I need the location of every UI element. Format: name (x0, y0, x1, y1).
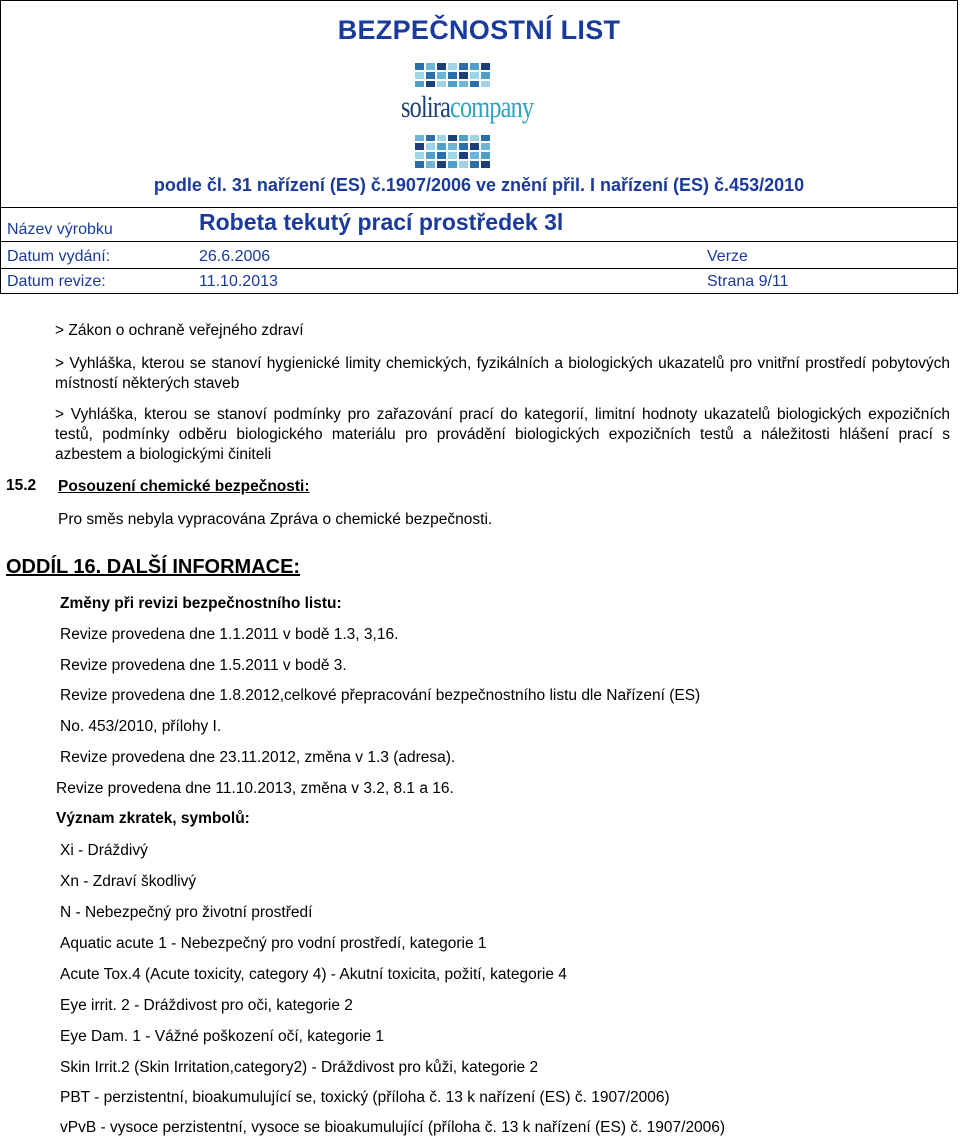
abbreviation-entry: Xn - Zdraví škodlivý (60, 873, 197, 890)
changes-heading: Změny při revizi bezpečnostního listu: (60, 595, 342, 612)
revision-entry: No. 453/2010, přílohy I. (60, 718, 222, 735)
document-title: BEZPEČNOSTNÍ LIST (337, 15, 621, 45)
product-label: Název výrobku (7, 221, 113, 238)
abbreviations-heading: Význam zkratek, symbolů: (56, 810, 250, 827)
header-divider (1, 241, 957, 242)
legislation-item: > Zákon o ochraně veřejného zdraví (55, 322, 304, 339)
abbreviation-entry: Xi - Dráždivý (60, 842, 148, 859)
revision-entry: Revize provedena dne 23.11.2012, změna v 1.3 (adresa). (60, 749, 456, 766)
abbreviation-entry: vPvB - vysoce perzistentní, vysoce se bioakumulující (příloha č. 13 k nařízení (ES) č. 1907/2006) (60, 1119, 726, 1136)
issue-date: 26.6.2006 (199, 248, 271, 265)
revision-date: 11.10.2013 (199, 273, 278, 290)
abbreviation-entry: Eye irrit. 2 - Dráždivost pro oči, kategorie 2 (60, 997, 353, 1014)
abbreviation-entry: N - Nebezpečný pro životní prostředí (60, 904, 313, 921)
header-divider (1, 268, 957, 269)
section-text: Pro směs nebyla vypracována Zpráva o chemické bezpečnosti. (58, 511, 493, 528)
version-label: Verze (707, 248, 748, 265)
abbreviation-entry: PBT - perzistentní, bioakumulující se, toxický (příloha č. 13 k nařízení (ES) č. 1907/2006) (60, 1089, 670, 1106)
revision-entry: Revize provedena dne 1.8.2012,celkové přepracování bezpečnostního listu dle Nařízení (ES) (60, 687, 701, 704)
company-logo (401, 61, 534, 181)
logo-wordmark: soliracompany (401, 89, 534, 124)
revision-entry: Revize provedena dne 1.5.2011 v bodě 3. (60, 657, 347, 674)
revision-entry: Revize provedena dne 11.10.2013, změna v 3.2, 8.1 a 16. (56, 780, 454, 797)
revision-label: Datum revize: (7, 273, 106, 290)
page-number: Strana 9/11 (707, 273, 789, 290)
product-name: Robeta tekutý prací prostředek 3l (199, 209, 564, 235)
legislation-item: > Vyhláška, kterou se stanoví hygienické limity chemických, fyzikálních a biologických ukazatelů pro vnitřní prostředí pobytových místností některých staveb (55, 355, 950, 392)
header-divider (1, 207, 957, 208)
issue-label: Datum vydání: (7, 248, 111, 265)
legislation-item: > Vyhláška, kterou se stanoví podmínky pro zařazování prací do kategorií, limitní hodnoty ukazatelů biologických expozičních testů, podmínky odběru biologického materiálu pro provádění biologických expozičních testů a náležitosti hlášení prací s azbestem a biologickými činiteli (55, 406, 950, 463)
abbreviation-entry: Skin Irrit.2 (Skin Irritation,category2) - Dráždivost pro kůži, kategorie 2 (60, 1059, 539, 1076)
section-number: 15.2 (6, 477, 37, 494)
regulation-subtitle: podle čl. 31 nařízení (ES) č.1907/2006 ve znění přil. I nařízení (ES) č.453/2010 (153, 175, 805, 195)
document-header (0, 0, 958, 294)
revision-entry: Revize provedena dne 1.1.2011 v bodě 1.3, 3,16. (60, 626, 399, 643)
section-heading: Posouzení chemické bezpečnosti: (58, 478, 310, 495)
abbreviation-entry: Acute Tox.4 (Acute toxicity, category 4) - Akutní toxicita, požití, kategorie 4 (60, 966, 567, 983)
section-16-heading: ODDÍL 16. DALŠÍ INFORMACE: (6, 556, 301, 578)
abbreviation-entry: Eye Dam. 1 - Vážné poškození očí, kategorie 1 (60, 1028, 384, 1045)
abbreviation-entry: Aquatic acute 1 - Nebezpečný pro vodní prostředí, kategorie 1 (60, 935, 487, 952)
